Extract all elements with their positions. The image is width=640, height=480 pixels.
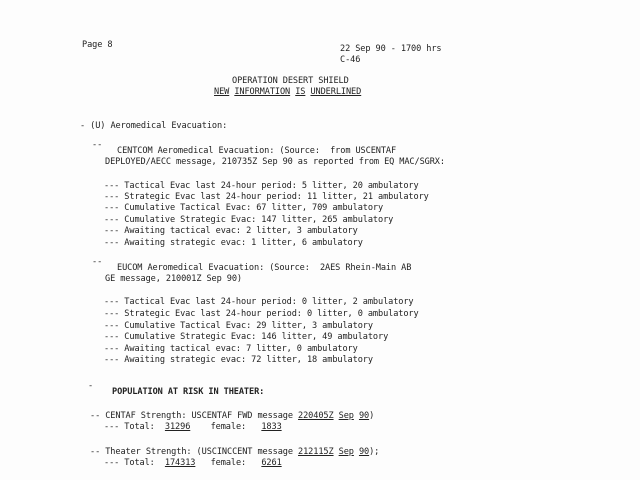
- theater-female-value: 6261: [261, 458, 282, 468]
- centcom-item: --- Tactical Evac last 24-hour period: 5 litter, 20 ambulatory: [104, 181, 419, 191]
- centcom-source-line1: CENTCOM Aeromedical Evacuation: (Source: from USCENTAF: [117, 146, 397, 156]
- section-heading-population: POPULATION AT RISK IN THEATER:: [112, 387, 265, 397]
- centcom-item: --- Cumulative Tactical Evac: 67 litter, 709 ambulatory: [104, 203, 384, 213]
- theater-suffix: );: [369, 447, 380, 457]
- centaf-strength-line: [90, 411, 374, 421]
- theater-msg-month: Sep: [338, 447, 354, 457]
- page-number: Page 8: [82, 40, 113, 50]
- report-datetime: 22 Sep 90 - 1700 hrs: [340, 44, 442, 54]
- eucom-item: --- Strategic Evac last 24-hour period: 0 litter, 0 ambulatory: [104, 309, 419, 319]
- eucom-source-line1: EUCOM Aeromedical Evacuation: (Source: 2AES Rhein-Main AB: [117, 263, 412, 273]
- centaf-msg-day: 90: [358, 411, 370, 421]
- theater-total-label: --- Total:: [104, 458, 155, 468]
- theater-female-label: female:: [210, 458, 247, 468]
- report-code: C-46: [340, 55, 361, 65]
- theater-msg-day: 90: [358, 447, 370, 457]
- centaf-suffix: ): [369, 411, 375, 421]
- eucom-item: --- Tactical Evac last 24-hour period: 0 litter, 2 ambulatory: [104, 297, 414, 307]
- eucom-item: --- Awaiting strategic evac: 72 litter, 18 ambulatory: [104, 355, 373, 365]
- eucom-source-line2: GE message, 210001Z Sep 90): [105, 274, 242, 284]
- centaf-prefix: -- CENTAF Strength: USCENTAF FWD message: [90, 411, 299, 421]
- theater-total-value: 174313: [164, 458, 196, 468]
- centcom-item: --- Awaiting strategic evac: 1 litter, 6 ambulatory: [104, 238, 363, 248]
- theater-strength-line: [90, 447, 379, 457]
- centaf-msg-id: 220405Z: [298, 411, 334, 421]
- bullet-dash: --: [92, 140, 103, 150]
- bullet-dash: -: [88, 381, 94, 391]
- centaf-totals-line: [104, 422, 282, 432]
- eucom-item: --- Cumulative Strategic Evac: 146 litter, 49 ambulatory: [104, 332, 389, 342]
- centaf-total-label: --- Total:: [104, 422, 155, 432]
- notice-word: IS: [295, 87, 306, 97]
- centcom-item: --- Cumulative Strategic Evac: 147 litter, 265 ambulatory: [104, 215, 394, 225]
- document-title: OPERATION DESERT SHIELD: [232, 76, 349, 86]
- centaf-female-label: female:: [210, 422, 247, 432]
- centaf-msg-month: Sep: [338, 411, 354, 421]
- centcom-item: --- Awaiting tactical evac: 2 litter, 3 ambulatory: [104, 226, 358, 236]
- centcom-item: --- Strategic Evac last 24-hour period: 11 litter, 21 ambulatory: [104, 192, 429, 202]
- theater-msg-id: 212115Z: [298, 447, 334, 457]
- theater-totals-line: [104, 458, 282, 468]
- centaf-female-value: 1833: [261, 422, 282, 432]
- underline-notice: [214, 87, 361, 97]
- centaf-total-value: 31296: [164, 422, 191, 432]
- notice-word: UNDERLINED: [310, 87, 362, 97]
- bullet-dash: --: [92, 257, 103, 267]
- notice-word: NEW: [214, 87, 230, 97]
- centcom-source-line2: DEPLOYED/AECC message, 210735Z Sep 90 as reported from EQ MAC/SGRX:: [105, 157, 445, 167]
- notice-word: INFORMATION: [234, 87, 291, 97]
- section-heading-aeromedical: - (U) Aeromedical Evacuation:: [80, 121, 228, 131]
- theater-prefix: -- Theater Strength: (USCINCCENT message: [90, 447, 299, 457]
- eucom-item: --- Cumulative Tactical Evac: 29 litter, 3 ambulatory: [104, 321, 373, 331]
- eucom-item: --- Awaiting tactical evac: 7 litter, 0 ambulatory: [104, 344, 358, 354]
